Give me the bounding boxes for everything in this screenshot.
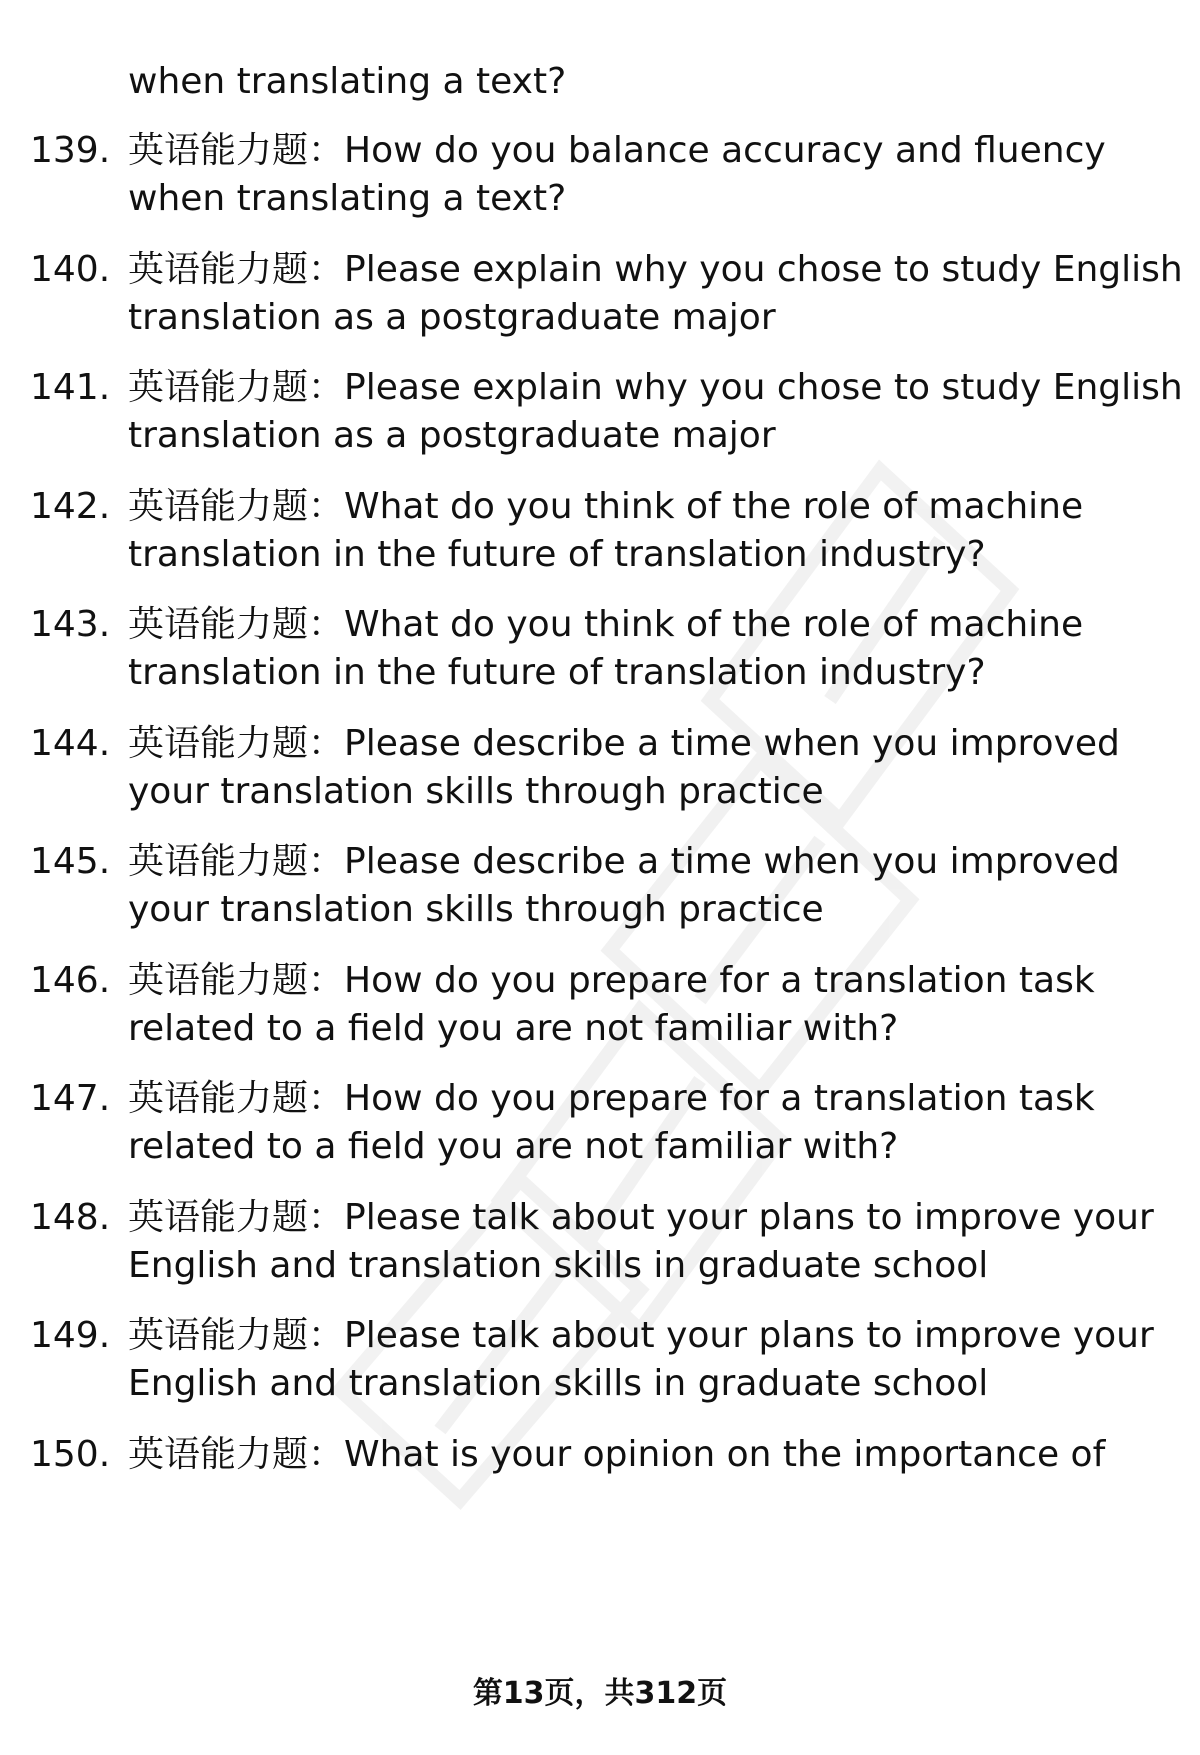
question-prefix: 英语能力题： <box>128 960 345 1001</box>
question-number: 149. <box>30 1315 111 1356</box>
question-number: 143. <box>30 604 111 645</box>
question-line <box>128 1431 1178 1479</box>
question-line <box>128 127 1178 175</box>
question-line <box>128 364 1183 412</box>
question-line <box>128 1123 1178 1171</box>
question-line-text: your translation skills through practice <box>128 771 824 812</box>
question-line <box>128 531 1178 579</box>
question-prefix: 英语能力题： <box>128 841 345 882</box>
question-line <box>128 294 1178 342</box>
question-line-text: translation as a postgraduate major <box>128 297 776 338</box>
question-line <box>128 246 1183 294</box>
question-line <box>128 1360 1178 1408</box>
question-text <box>128 720 1178 816</box>
question-line <box>128 957 1178 1005</box>
question-line <box>128 649 1178 697</box>
question-line-text: English and translation skills in graduate school <box>128 1363 989 1404</box>
question-line-text: Please talk about your plans to improve your <box>344 1197 1154 1238</box>
question-number: 145. <box>30 841 111 882</box>
question-line-text: What is your opinion on the importance of <box>344 1434 1106 1475</box>
question-line-text: Please explain why you chose to study English <box>344 367 1183 408</box>
question-text <box>128 246 1183 342</box>
question-line <box>128 1005 1178 1053</box>
question-line-text: when translating a text? <box>128 178 567 219</box>
question-prefix: 英语能力题： <box>128 367 345 408</box>
question-line-text: related to a field you are not familiar with? <box>128 1008 899 1049</box>
question-prefix: 英语能力题： <box>128 130 345 171</box>
question-line-text: How do you balance accuracy and fluency <box>344 130 1106 171</box>
question-prefix: 英语能力题： <box>128 723 345 764</box>
question-number: 140. <box>30 249 111 290</box>
question-text <box>128 1431 1178 1479</box>
question-line <box>128 601 1178 649</box>
question-prefix: 英语能力题： <box>128 249 345 290</box>
question-line <box>128 412 1178 460</box>
question-text <box>128 957 1178 1053</box>
question-number: 139. <box>30 130 111 171</box>
question-text <box>128 601 1178 697</box>
question-text <box>128 127 1178 223</box>
question-line <box>128 1075 1178 1123</box>
question-number: 148. <box>30 1197 111 1238</box>
question-prefix: 英语能力题： <box>128 486 345 527</box>
question-line <box>128 1312 1178 1360</box>
question-text <box>128 483 1178 579</box>
continuation-line: when translating a text? <box>128 61 567 102</box>
question-text <box>128 838 1178 934</box>
question-number: 144. <box>30 723 111 764</box>
question-text <box>128 1312 1178 1408</box>
question-line-text: translation as a postgraduate major <box>128 415 776 456</box>
question-number: 147. <box>30 1078 111 1119</box>
question-line-text: How do you prepare for a translation task <box>344 1078 1095 1119</box>
page-footer: 第13页，共312页 <box>472 1676 728 1711</box>
question-text <box>128 364 1183 460</box>
question-number: 141. <box>30 367 111 408</box>
question-line <box>128 886 1178 934</box>
question-line-text: English and translation skills in graduate school <box>128 1245 989 1286</box>
question-line <box>128 175 1178 223</box>
question-line-text: Please explain why you chose to study English <box>344 249 1183 290</box>
question-number: 146. <box>30 960 111 1001</box>
question-line-text: Please describe a time when you improved <box>344 723 1120 764</box>
question-text <box>128 1194 1178 1290</box>
question-line <box>128 838 1178 886</box>
question-line-text: Please talk about your plans to improve your <box>344 1315 1154 1356</box>
question-prefix: 英语能力题： <box>128 1078 345 1119</box>
question-prefix: 英语能力题： <box>128 604 345 645</box>
question-text <box>128 1075 1178 1171</box>
question-line-text: translation in the future of translation industry? <box>128 652 986 693</box>
question-line-text: What do you think of the role of machine <box>344 486 1084 527</box>
question-number: 150. <box>30 1434 111 1475</box>
question-line <box>128 720 1178 768</box>
question-line-text: What do you think of the role of machine <box>344 604 1084 645</box>
question-line <box>128 483 1178 531</box>
question-line-text: your translation skills through practice <box>128 889 824 930</box>
question-line-text: Please describe a time when you improved <box>344 841 1120 882</box>
question-line-text: related to a field you are not familiar with? <box>128 1126 899 1167</box>
question-line <box>128 1242 1178 1290</box>
question-prefix: 英语能力题： <box>128 1197 345 1238</box>
question-line <box>128 1194 1178 1242</box>
question-line-text: How do you prepare for a translation task <box>344 960 1095 1001</box>
question-prefix: 英语能力题： <box>128 1434 345 1475</box>
question-line-text: translation in the future of translation industry? <box>128 534 986 575</box>
question-line <box>128 768 1178 816</box>
question-number: 142. <box>30 486 111 527</box>
question-prefix: 英语能力题： <box>128 1315 345 1356</box>
